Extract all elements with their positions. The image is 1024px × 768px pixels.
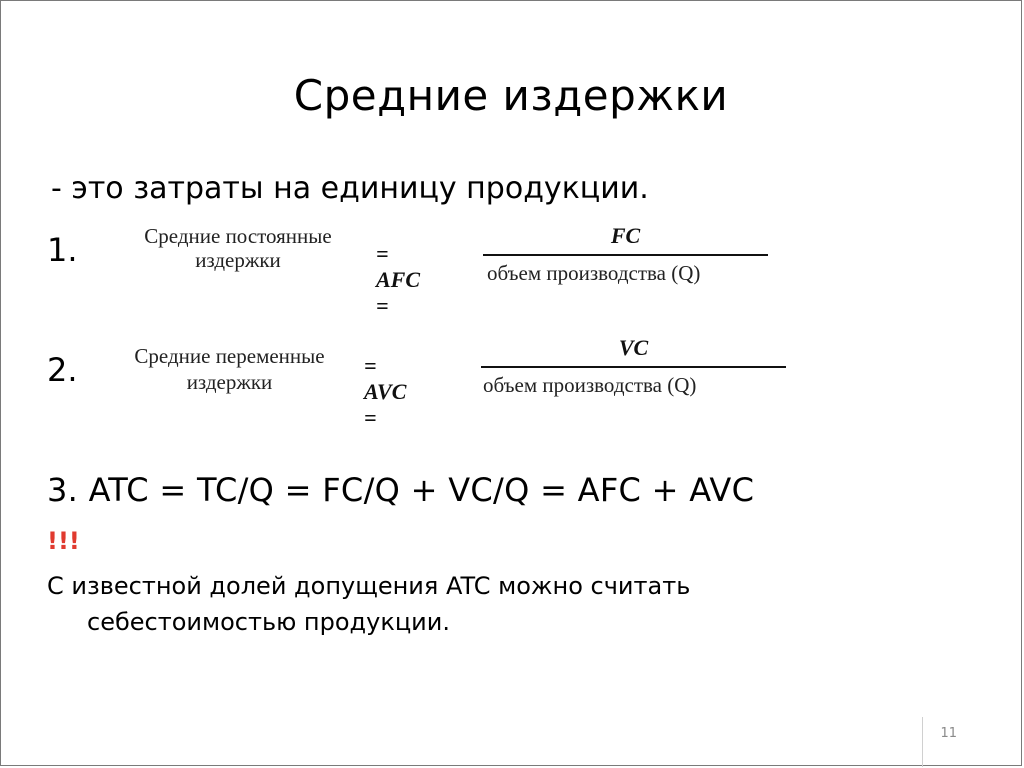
formula-2-label-line1: Средние переменные [134, 344, 325, 368]
formula-3-atc: 3. ATC = TC/Q = FC/Q + VC/Q = AFC + AVC [47, 471, 755, 509]
slide-title: Средние издержки [293, 71, 729, 120]
note-line-1: С известной долей допущения ATC можно считать [47, 572, 691, 600]
formula-2-equals: = AVC = [364, 353, 407, 430]
formula-2-label-line2: издержки [186, 370, 273, 394]
formula-2-index: 2. [47, 351, 78, 389]
formula-2-fraction-bar [481, 366, 786, 368]
note-line-2: себестоимостью продукции. [87, 608, 450, 636]
formula-1-equals: = AFC = [376, 241, 421, 318]
definition-text: - это затраты на единицу продукции. [51, 171, 649, 206]
formula-2-denominator: объем производства (Q) [483, 373, 697, 397]
exclamation-mark: !!! [47, 527, 80, 555]
formula-1-denominator: объем производства (Q) [487, 261, 701, 285]
footer-divider [922, 717, 923, 767]
formula-1-label-line1: Средние постоянные [144, 224, 332, 248]
page-number: 11 [940, 726, 957, 741]
formula-2-numerator: VC [618, 335, 649, 360]
formula-1-index: 1. [47, 231, 78, 269]
formula-1-numerator: FC [610, 223, 641, 248]
formula-1-fraction-bar [483, 254, 768, 256]
formula-1-label-line2: издержки [195, 248, 281, 272]
